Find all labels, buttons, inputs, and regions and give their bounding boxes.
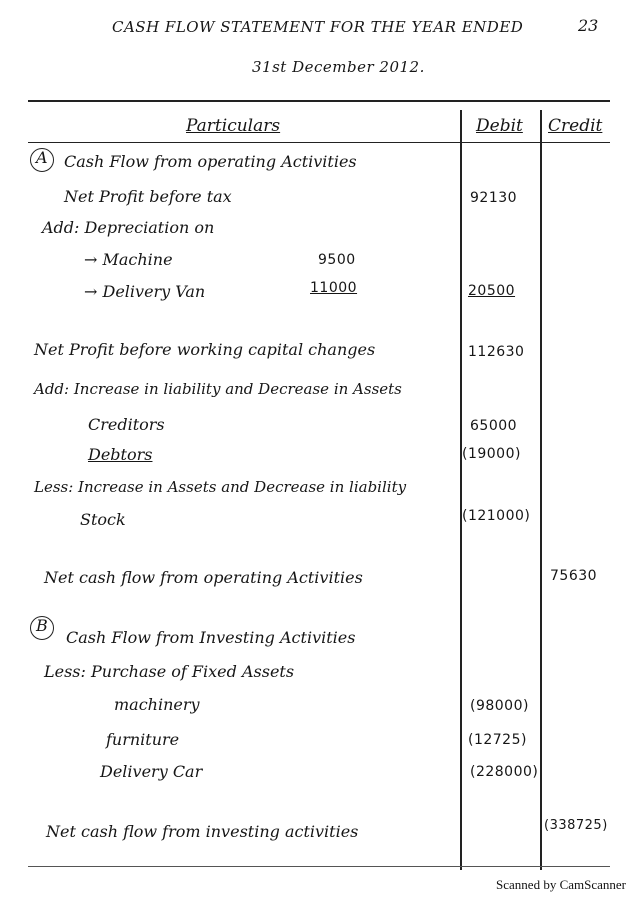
npbwc-value: 112630 bbox=[468, 344, 525, 360]
machine-label: → Machine bbox=[84, 250, 173, 269]
depreciation-total: 20500 bbox=[468, 283, 516, 299]
stock-value: (121000) bbox=[462, 508, 531, 524]
column-divider-credit bbox=[540, 110, 542, 870]
section-a-marker: A bbox=[36, 148, 48, 167]
debtors-value: (19000) bbox=[462, 446, 521, 462]
add-increase-label: Add: Increase in liability and Decrease in Assets bbox=[34, 380, 402, 398]
section-b-marker: B bbox=[36, 616, 48, 635]
net-cash-operating-label: Net cash flow from operating Activities bbox=[44, 568, 363, 587]
net-profit-value: 92130 bbox=[470, 190, 518, 206]
column-divider-debit bbox=[460, 110, 462, 870]
creditors-value: 65000 bbox=[470, 418, 518, 434]
statement-date: 31st December 2012. bbox=[252, 58, 425, 76]
delivery-van-label: → Delivery Van bbox=[84, 282, 206, 301]
statement-title: CASH FLOW STATEMENT FOR THE YEAR ENDED bbox=[112, 18, 524, 36]
delivery-car-label: Delivery Car bbox=[100, 762, 203, 781]
machine-depreciation: 9500 bbox=[318, 252, 356, 268]
column-header-rule bbox=[28, 142, 610, 143]
machinery-label: machinery bbox=[114, 695, 200, 714]
page-number: 23 bbox=[578, 16, 599, 35]
furniture-value: (12725) bbox=[468, 732, 527, 748]
creditors-label: Creditors bbox=[88, 415, 165, 434]
npbwc-label: Net Profit before working capital changes bbox=[34, 340, 376, 359]
furniture-label: furniture bbox=[106, 730, 180, 749]
scanner-watermark: Scanned by CamScanner bbox=[496, 877, 626, 892]
net-cash-investing-label: Net cash flow from investing activities bbox=[46, 822, 359, 841]
net-profit-label: Net Profit before tax bbox=[64, 187, 232, 206]
delivery-car-value: (228000) bbox=[470, 764, 539, 780]
purchase-fixed-assets-label: Less: Purchase of Fixed Assets bbox=[44, 662, 295, 681]
delivery-van-depreciation: 11000 bbox=[310, 280, 358, 296]
debtors-label: Debtors bbox=[88, 445, 153, 464]
column-header-particulars: Particulars bbox=[186, 116, 281, 136]
net-cash-operating-value: 75630 bbox=[550, 568, 598, 584]
add-depreciation-label: Add: Depreciation on bbox=[42, 218, 215, 237]
section-b-heading: Cash Flow from Investing Activities bbox=[66, 628, 356, 647]
net-cash-investing-value: (338725) bbox=[544, 818, 608, 833]
footer-rule bbox=[28, 866, 610, 867]
column-header-debit: Debit bbox=[476, 116, 523, 136]
header-rule bbox=[28, 100, 610, 102]
section-a-heading: Cash Flow from operating Activities bbox=[64, 152, 357, 171]
machinery-value: (98000) bbox=[470, 698, 529, 714]
stock-label: Stock bbox=[80, 510, 126, 529]
column-header-credit: Credit bbox=[548, 116, 603, 136]
less-increase-label: Less: Increase in Assets and Decrease in liability bbox=[34, 478, 407, 496]
